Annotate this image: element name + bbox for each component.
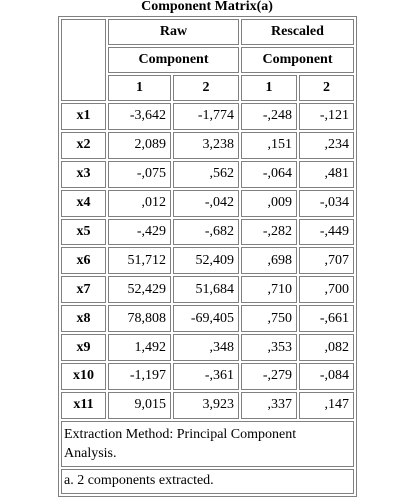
cell-rescaled-1: ,151: [241, 132, 297, 159]
column-header-raw-2: 2: [173, 75, 239, 101]
row-label: x1: [61, 103, 106, 130]
row-label: x4: [61, 190, 106, 217]
cell-raw-1: 78,808: [108, 305, 171, 332]
column-header-raw-1: 1: [108, 75, 171, 101]
cell-rescaled-2: ,082: [299, 334, 354, 361]
footnote-components-extracted: a. 2 components extracted.: [61, 469, 354, 494]
table-row: [61, 276, 354, 303]
cell-raw-2: 3,923: [173, 392, 239, 419]
cell-raw-2: -,682: [173, 219, 239, 246]
table-row: [61, 132, 354, 159]
table-row: [61, 247, 354, 274]
cell-rescaled-2: -,121: [299, 103, 354, 130]
cell-raw-1: 1,492: [108, 334, 171, 361]
corner-cell: [61, 19, 106, 101]
cell-rescaled-2: ,700: [299, 276, 354, 303]
footnote-extraction-method: Extraction Method: Principal Component Analysis.: [61, 421, 354, 467]
table-row: [61, 219, 354, 246]
table-row: [61, 392, 354, 419]
cell-raw-2: 3,238: [173, 132, 239, 159]
cell-raw-1: -,429: [108, 219, 171, 246]
cell-raw-2: -69,405: [173, 305, 239, 332]
table-row: [61, 103, 354, 130]
cell-rescaled-1: ,750: [241, 305, 297, 332]
cell-rescaled-1: -,279: [241, 363, 297, 390]
column-header-rescaled-2: 2: [299, 75, 354, 101]
cell-rescaled-2: -,449: [299, 219, 354, 246]
cell-rescaled-2: ,707: [299, 247, 354, 274]
cell-raw-1: 9,015: [108, 392, 171, 419]
cell-rescaled-1: -,248: [241, 103, 297, 130]
cell-raw-2: -1,774: [173, 103, 239, 130]
table-title: Component Matrix(a): [141, 0, 273, 14]
cell-rescaled-2: -,034: [299, 190, 354, 217]
table-row: [61, 161, 354, 188]
row-label: x3: [61, 161, 106, 188]
table-row: [61, 190, 354, 217]
cell-raw-1: -,075: [108, 161, 171, 188]
cell-rescaled-1: -,282: [241, 219, 297, 246]
group-header-rescaled: Rescaled: [241, 19, 354, 45]
row-label: x7: [61, 276, 106, 303]
cell-raw-1: 51,712: [108, 247, 171, 274]
cell-raw-1: -1,197: [108, 363, 171, 390]
table-row: [61, 305, 354, 332]
cell-rescaled-1: ,698: [241, 247, 297, 274]
group-header-raw: Raw: [108, 19, 239, 45]
cell-rescaled-2: ,147: [299, 392, 354, 419]
cell-rescaled-2: ,481: [299, 161, 354, 188]
cell-raw-2: 51,684: [173, 276, 239, 303]
row-label: x5: [61, 219, 106, 246]
cell-raw-1: 52,429: [108, 276, 171, 303]
cell-raw-2: -,361: [173, 363, 239, 390]
cell-raw-1: ,012: [108, 190, 171, 217]
component-header-rescaled: Component: [241, 47, 354, 73]
cell-rescaled-2: -,661: [299, 305, 354, 332]
row-label: x6: [61, 247, 106, 274]
cell-raw-2: -,042: [173, 190, 239, 217]
row-label: x11: [61, 392, 106, 419]
cell-rescaled-1: -,064: [241, 161, 297, 188]
cell-raw-1: -3,642: [108, 103, 171, 130]
table-row: [61, 363, 354, 390]
cell-raw-2: ,562: [173, 161, 239, 188]
row-label: x10: [61, 363, 106, 390]
row-label: x9: [61, 334, 106, 361]
row-label: x8: [61, 305, 106, 332]
component-header-raw: Component: [108, 47, 239, 73]
cell-rescaled-2: ,234: [299, 132, 354, 159]
cell-rescaled-1: ,353: [241, 334, 297, 361]
cell-raw-2: ,348: [173, 334, 239, 361]
cell-raw-2: 52,409: [173, 247, 239, 274]
cell-rescaled-1: ,337: [241, 392, 297, 419]
row-label: x2: [61, 132, 106, 159]
component-matrix-table: [58, 16, 357, 497]
column-header-rescaled-1: 1: [241, 75, 297, 101]
cell-rescaled-1: ,710: [241, 276, 297, 303]
cell-rescaled-1: ,009: [241, 190, 297, 217]
table-row: [61, 334, 354, 361]
cell-rescaled-2: -,084: [299, 363, 354, 390]
cell-raw-1: 2,089: [108, 132, 171, 159]
